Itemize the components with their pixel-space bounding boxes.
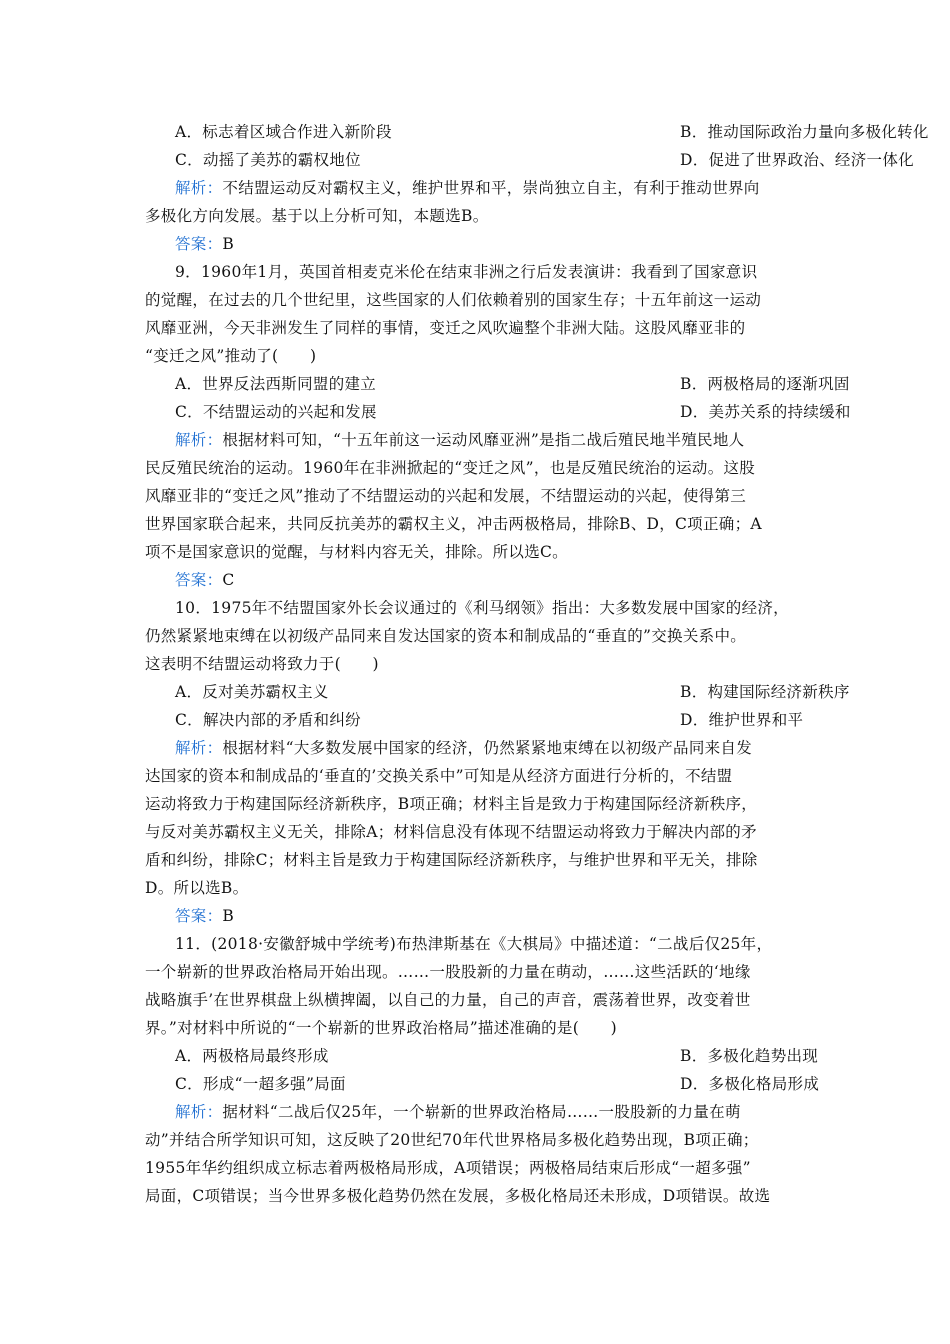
q11-stem-line-2: 一个崭新的世界政治格局开始出现。……一股股新的力量在萌动，……这些活跃的‘地缘 (145, 963, 751, 981)
q11-option-b: B．多极化趋势出现 (680, 1047, 819, 1065)
q9-stem-line-2: 的觉醒，在过去的几个世纪里，这些国家的人们依赖着别的国家生存；十五年前这一运动 (145, 291, 762, 309)
q9-answer-label: 答案： (175, 571, 223, 589)
q8-answer-label: 答案： (175, 235, 223, 253)
q11-analysis-line-3: 1955年华约组织成立标志着两极格局形成，A项错误；两极格局结束后形成“一超多强” (145, 1159, 751, 1177)
q10-analysis-line-2: 达国家的资本和制成品的‘垂直的’交换关系中”可知是从经济方面进行分析的，不结盟 (145, 767, 733, 785)
q10-answer (175, 905, 845, 927)
q9-stem-line-4: “变迁之风”推动了( ) (145, 347, 317, 365)
q9-options-row-1 (175, 373, 850, 395)
q11-option-c: C．形成“一超多强”局面 (175, 1075, 346, 1093)
q9-analysis-label: 解析： (175, 431, 223, 449)
q10-options-row-1 (175, 681, 850, 703)
q11-options-row-1 (175, 1045, 845, 1067)
q9-answer-value: C (222, 571, 235, 589)
q9-option-c: C．不结盟运动的兴起和发展 (175, 403, 377, 421)
q10-analysis-line-1 (175, 737, 845, 759)
q8-analysis-line-1 (175, 177, 845, 199)
q11-stem-line-4: 界。”对材料中所说的“一个崭新的世界政治格局”描述准确的是( ) (145, 1019, 618, 1037)
q9-answer (175, 569, 845, 591)
q10-stem-line-3: 这表明不结盟运动将致力于( ) (145, 655, 379, 673)
q8-analysis-label: 解析： (175, 179, 223, 197)
q8-option-b: B．推动国际政治力量向多极化转化 (680, 123, 929, 141)
q9-stem-line-1: 9．1960年1月，英国首相麦克米伦在结束非洲之行后发表演讲：我看到了国家意识 (175, 263, 758, 281)
q10-option-d: D．维护世界和平 (680, 711, 804, 729)
q10-analysis-label: 解析： (175, 739, 223, 757)
q8-answer-value: B (222, 235, 235, 253)
q10-analysis-line-3: 运动将致力于构建国际经济新秩序，B项正确；材料主旨是致力于构建国际经济新秩序， (145, 795, 758, 813)
q8-option-c: C．动摇了美苏的霸权地位 (175, 151, 361, 169)
q8-options-row-2 (175, 149, 914, 171)
q10-options-row-2 (175, 709, 845, 731)
q8-options-row-1 (175, 121, 929, 143)
q10-analysis-line-4: 与反对美苏霸权主义无关，排除A；材料信息没有体现不结盟运动将致力于解决内部的矛 (145, 823, 757, 841)
q11-stem-line-1: 11．(2018·安徽舒城中学统考)布热津斯基在《大棋局》中描述道：“二战后仅25年， (175, 935, 773, 953)
q9-option-a: A．世界反法西斯同盟的建立 (175, 375, 377, 393)
q11-analysis-label: 解析： (175, 1103, 223, 1121)
q11-analysis-text-1: 据材料“二战后仅25年，一个崭新的世界政治格局……一股股新的力量在萌 (222, 1103, 741, 1121)
q11-analysis-line-2: 动”并结合所学知识可知，这反映了20世纪70年代世界格局多极化趋势出现，B项正确； (145, 1131, 759, 1149)
q10-option-b: B．构建国际经济新秩序 (680, 683, 850, 701)
q9-analysis-text-1: 根据材料可知，“十五年前这一运动风靡亚洲”是指二战后殖民地半殖民地人 (222, 431, 745, 449)
q8-option-d: D．促进了世界政治、经济一体化 (680, 151, 914, 169)
q10-stem-line-1: 10．1975年不结盟国家外长会议通过的《利马纲领》指出：大多数发展中国家的经济， (175, 599, 789, 617)
q10-analysis-line-6: D。所以选B。 (145, 879, 249, 897)
q8-analysis-line-2: 多极化方向发展。基于以上分析可知，本题选B。 (145, 207, 489, 225)
q10-analysis-line-5: 盾和纠纷，排除C；材料主旨是致力于构建国际经济新秩序，与维护世界和平无关，排除 (145, 851, 758, 869)
q9-option-d: D．美苏关系的持续缓和 (680, 403, 851, 421)
q8-answer (175, 233, 845, 255)
q9-analysis-line-5: 项不是国家意识的觉醒，与材料内容无关，排除。所以选C。 (145, 543, 568, 561)
q10-analysis-text-1: 根据材料“大多数发展中国家的经济，仍然紧紧地束缚在以初级产品同来自发 (222, 739, 753, 757)
q8-analysis-text-1: 不结盟运动反对霸权主义，维护世界和平，崇尚独立自主，有利于推动世界向 (222, 179, 760, 197)
q10-option-c: C．解决内部的矛盾和纠纷 (175, 711, 361, 729)
q9-analysis-line-3: 风靡亚非的“变迁之风”推动了不结盟运动的兴起和发展，不结盟运动的兴起，使得第三 (145, 487, 747, 505)
q10-answer-label: 答案： (175, 907, 223, 925)
q11-stem-line-3: 战略旗手’在世界棋盘上纵横捭阖，以自己的力量，自己的声音，震荡着世界，改变着世 (145, 991, 751, 1009)
q11-options-row-2 (175, 1073, 845, 1095)
q9-analysis-line-2: 民反殖民统治的运动。1960年在非洲掀起的“变迁之风”，也是反殖民统治的运动。这股 (145, 459, 756, 477)
q11-option-a: A．两极格局最终形成 (175, 1047, 329, 1065)
q9-analysis-line-1 (175, 429, 845, 451)
q8-option-a: A．标志着区域合作进入新阶段 (175, 123, 392, 141)
q10-answer-value: B (222, 907, 235, 925)
q11-option-d: D．多极化格局形成 (680, 1075, 820, 1093)
q10-stem-line-2: 仍然紧紧地束缚在以初级产品同来自发达国家的资本和制成品的“垂直的”交换关系中。 (145, 627, 747, 645)
q9-option-b: B．两极格局的逐渐巩固 (680, 375, 850, 393)
q9-options-row-2 (175, 401, 851, 423)
q11-analysis-line-4: 局面，C项错误；当今世界多极化趋势仍然在发展，多极化格局还未形成，D项错误。故选 (145, 1187, 771, 1205)
q10-option-a: A．反对美苏霸权主义 (175, 683, 329, 701)
q9-stem-line-3: 风靡亚洲，今天非洲发生了同样的事情，变迁之风吹遍整个非洲大陆。这股风靡亚非的 (145, 319, 746, 337)
q9-analysis-line-4: 世界国家联合起来，共同反抗美苏的霸权主义，冲击两极格局，排除B、D，C项正确；A (145, 515, 762, 533)
q11-analysis-line-1 (175, 1101, 845, 1123)
